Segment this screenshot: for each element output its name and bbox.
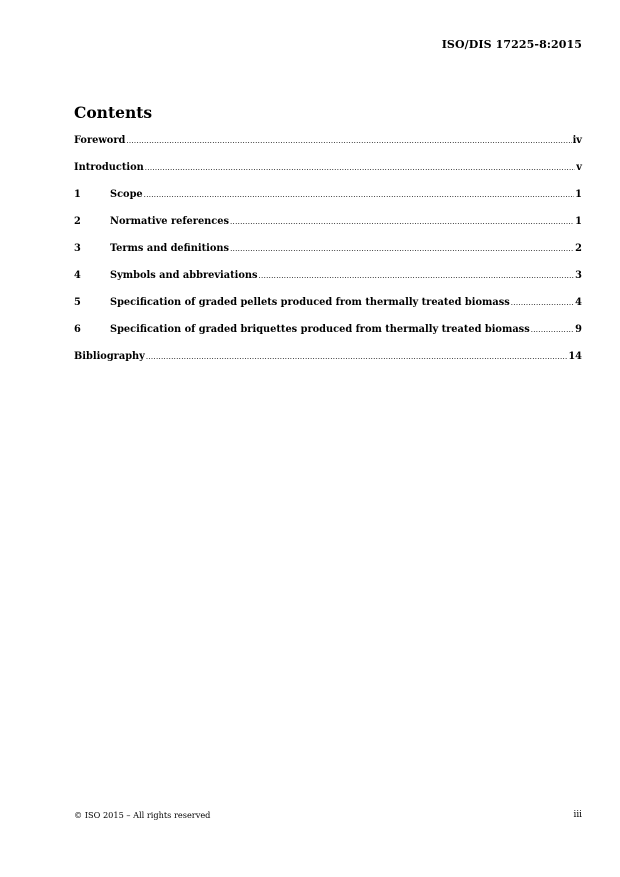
toc-entry-label: Normative references <box>110 216 230 227</box>
toc-entry-page: v <box>576 162 582 173</box>
toc-entry-number: 6 <box>74 324 81 335</box>
toc-leader-dots <box>259 272 575 280</box>
toc-entry-label: Introduction <box>74 162 144 173</box>
toc-leader-dots <box>145 164 576 172</box>
toc-leader-dots <box>146 353 568 361</box>
toc-entry-graded-pellets[interactable] <box>74 297 582 324</box>
toc-leader-dots <box>511 299 574 307</box>
toc-entry-page: 1 <box>575 189 582 200</box>
toc-entry-label: Bibliography <box>74 351 145 362</box>
toc-entry-number: 5 <box>74 297 81 308</box>
toc-entry-number: 2 <box>74 216 81 227</box>
copyright-notice: © ISO 2015 – All rights reserved <box>74 810 211 820</box>
toc-entry-normative-references[interactable] <box>74 216 582 243</box>
toc-entry-page: 3 <box>575 270 582 281</box>
toc-entry-number: 1 <box>74 189 81 200</box>
toc-entry-page: 14 <box>568 351 582 362</box>
toc-entry-label: Scope <box>110 189 143 200</box>
toc-entry-page: 4 <box>575 297 582 308</box>
toc-entry-scope[interactable] <box>74 189 582 216</box>
toc-leader-dots <box>230 218 574 226</box>
toc-entry-page: 9 <box>575 324 582 335</box>
toc-leader-dots <box>144 191 575 199</box>
toc-leader-dots <box>531 326 574 334</box>
toc-entry-terms-and-definitions[interactable] <box>74 243 582 270</box>
toc-entry-label: Foreword <box>74 135 126 146</box>
toc-entry-number: 4 <box>74 270 81 281</box>
toc-entry-symbols-and-abbreviations[interactable] <box>74 270 582 297</box>
table-of-contents <box>74 135 582 378</box>
toc-entry-page: 1 <box>575 216 582 227</box>
toc-entry-introduction[interactable] <box>74 162 582 189</box>
page-number: iii <box>573 810 582 820</box>
document-id: ISO/DIS 17225-8:2015 <box>441 38 582 51</box>
toc-leader-dots <box>230 245 574 253</box>
toc-entry-page: iv <box>572 135 582 146</box>
toc-entry-label: Symbols and abbreviations <box>110 270 258 281</box>
toc-entry-label: Specification of graded pellets produced from thermally treated biomass <box>110 297 510 308</box>
toc-entry-label: Specification of graded briquettes produced from thermally treated biomass <box>110 324 530 335</box>
toc-entry-bibliography[interactable] <box>74 351 582 378</box>
toc-entry-foreword[interactable] <box>74 135 582 162</box>
toc-entry-label: Terms and definitions <box>110 243 230 254</box>
toc-entry-page: 2 <box>575 243 582 254</box>
toc-entry-graded-briquettes[interactable] <box>74 324 582 351</box>
toc-entry-number: 3 <box>74 243 81 254</box>
toc-leader-dots <box>126 137 571 145</box>
contents-title: Contents <box>74 103 153 122</box>
